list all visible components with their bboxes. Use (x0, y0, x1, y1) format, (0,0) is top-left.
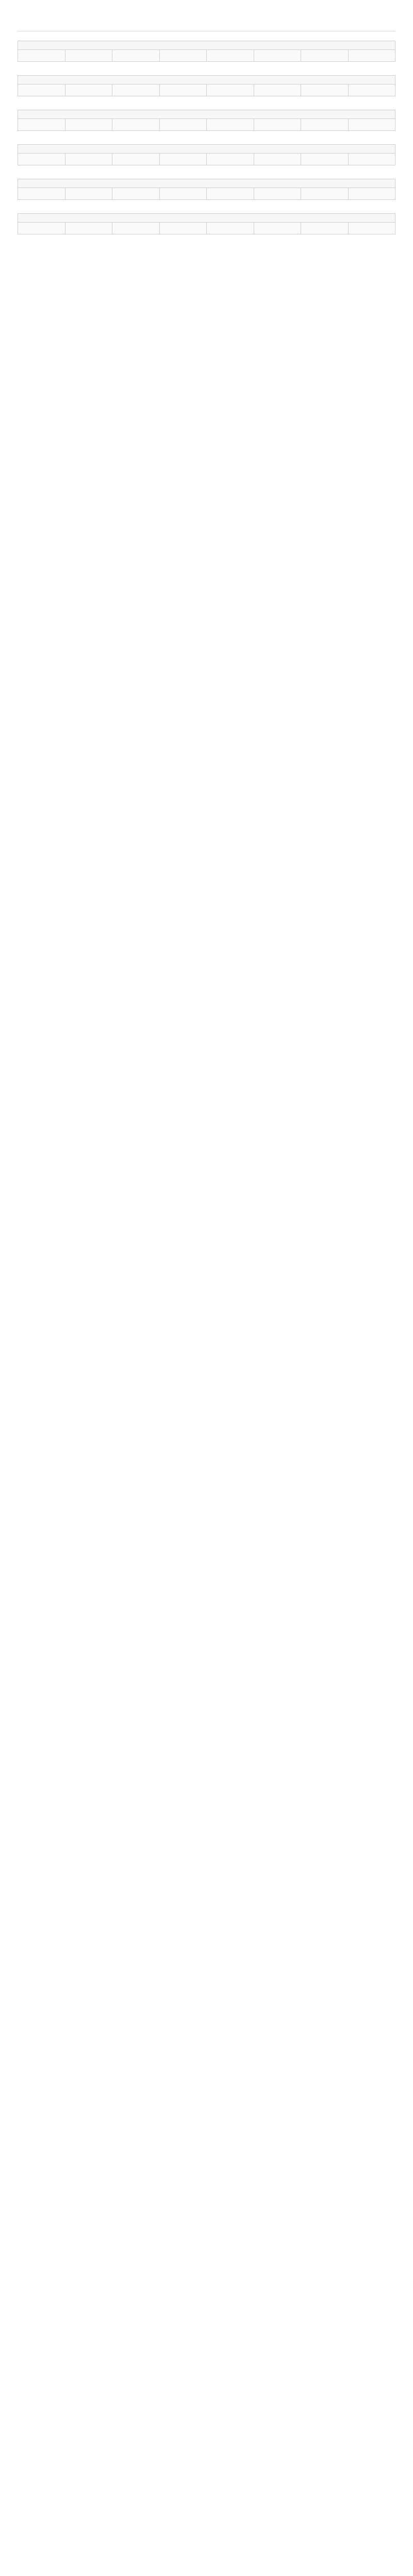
column-header (301, 188, 349, 200)
score-section (18, 179, 395, 200)
column-header (112, 119, 160, 131)
table-header-row (18, 50, 395, 62)
column-header (65, 84, 112, 96)
table-header-row (18, 154, 395, 165)
column-header (65, 154, 112, 165)
column-header (207, 119, 254, 131)
section-title (18, 110, 395, 118)
column-header (348, 188, 395, 200)
column-header (207, 223, 254, 234)
column-header (301, 119, 349, 131)
score-table (18, 153, 395, 165)
column-header (254, 223, 301, 234)
column-header (254, 119, 301, 131)
column-header (254, 188, 301, 200)
score-table (18, 118, 395, 131)
column-header (254, 50, 301, 62)
column-header (159, 84, 207, 96)
column-header (65, 119, 112, 131)
column-header (348, 50, 395, 62)
table-header-row (18, 84, 395, 96)
column-header (348, 154, 395, 165)
column-header (18, 50, 65, 62)
section-title (18, 75, 395, 84)
score-table (18, 49, 395, 62)
score-table (18, 84, 395, 96)
column-header (159, 154, 207, 165)
column-header (207, 154, 254, 165)
column-header (207, 84, 254, 96)
column-header (112, 84, 160, 96)
score-section (18, 41, 395, 62)
column-header (18, 154, 65, 165)
section-title (18, 41, 395, 49)
score-table (18, 222, 395, 234)
column-header (254, 84, 301, 96)
column-header (301, 84, 349, 96)
column-header (112, 188, 160, 200)
column-header (254, 154, 301, 165)
column-header (159, 119, 207, 131)
column-header (18, 119, 65, 131)
column-header (348, 84, 395, 96)
column-header (348, 223, 395, 234)
column-header (112, 154, 160, 165)
column-header (65, 50, 112, 62)
column-header (112, 50, 160, 62)
score-table (18, 188, 395, 200)
table-header-row (18, 188, 395, 200)
table-header-row (18, 223, 395, 234)
column-header (207, 188, 254, 200)
column-header (301, 50, 349, 62)
column-header (18, 223, 65, 234)
page (0, 0, 413, 268)
column-header (159, 50, 207, 62)
table-header-row (18, 119, 395, 131)
score-section (18, 75, 395, 96)
section-title (18, 213, 395, 222)
column-header (348, 119, 395, 131)
column-header (207, 50, 254, 62)
score-section (18, 144, 395, 165)
column-header (18, 84, 65, 96)
column-header (159, 223, 207, 234)
column-header (65, 223, 112, 234)
document-title (18, 0, 395, 31)
score-section (18, 213, 395, 234)
column-header (301, 154, 349, 165)
section-title (18, 144, 395, 153)
score-section (18, 110, 395, 131)
column-header (18, 188, 65, 200)
column-header (301, 223, 349, 234)
sections-container (18, 41, 395, 234)
column-header (112, 223, 160, 234)
column-header (65, 188, 112, 200)
column-header (159, 188, 207, 200)
section-title (18, 179, 395, 188)
